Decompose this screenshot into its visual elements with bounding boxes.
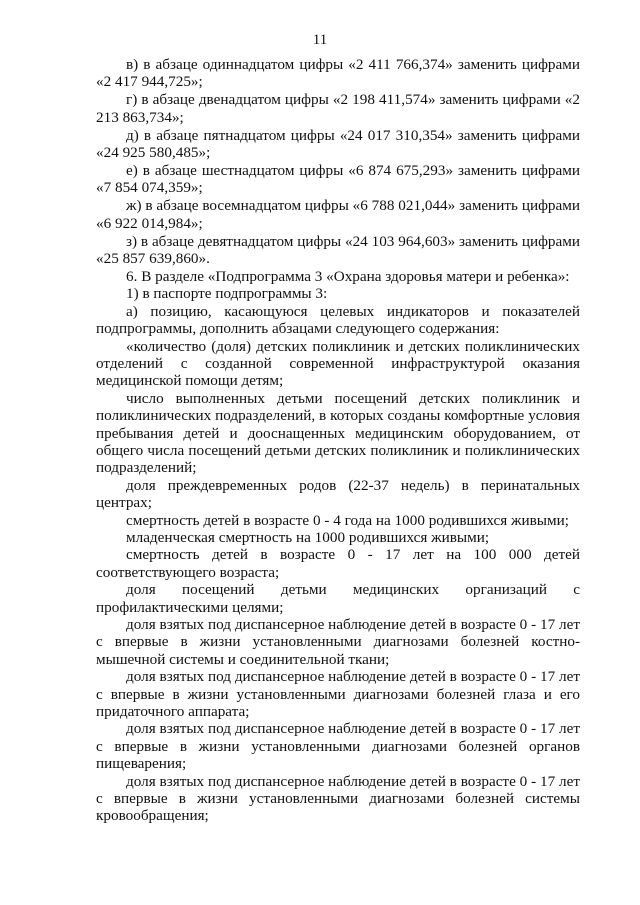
indicator-mortality-0-4: смертность детей в возрасте 0 - 4 года на 1000 родившихся живыми; (126, 511, 569, 529)
item-a-indicators: а) позицию, касающуюся целевых индикаторов и показателей подпрограммы, дополнить абзацами следующего содержания: (96, 302, 580, 338)
page-number: 11 (312, 32, 328, 48)
paragraph-zh: ж) в абзаце восемнадцатом цифры «6 788 021,044» заменить цифрами «6 922 014,984»; (96, 197, 580, 232)
indicator-clinics-share: «количество (доля) детских поликлиник и детских поликлинических отделений с созданной современной инфраструктурой оказания медицинской помощи детям; (96, 337, 580, 390)
paragraph-e: е) в абзаце шестнадцатом цифры «6 874 675,293» заменить цифрами «7 854 074,359»; (96, 161, 580, 197)
indicator-mortality-0-17: смертность детей в возрасте 0 - 17 лет на 100 000 детей соответствующего возраста; (96, 546, 580, 581)
indicator-visits-count: число выполненных детьми посещений детских поликлиник и поликлинических подразделений, в которых созданы комфортные условия пребывания детей и дооснащенных медицинским оборудованием, от общего числа посещений детьми детских поликлиник и поликлинических подразделений; (96, 389, 580, 477)
paragraph-d: д) в абзаце пятнадцатом цифры «24 017 310,354» заменить цифрами «24 925 580,485»; (96, 126, 580, 162)
indicator-infant-mortality: младенческая смертность на 1000 родившихся живыми; (126, 528, 490, 546)
paragraph-z: з) в абзаце девятнадцатом цифры «24 103 964,603» заменить цифрами «25 857 639,860». (96, 232, 580, 267)
document-body (96, 56, 580, 825)
section-6-heading: 6. В разделе «Подпрограмма 3 «Охрана здоровья матери и ребенка»: (126, 267, 570, 285)
indicator-musculoskeletal: доля взятых под диспансерное наблюдение детей в возрасте 0 - 17 лет с впервые в жизни установленными диагнозами болезней костно-мышечной системы и соединительной ткани; (96, 616, 580, 668)
paragraph-g: г) в абзаце двенадцатом цифры «2 198 411,574» заменить цифрами «2 213 863,734»; (96, 91, 580, 126)
paragraph-v: в) в абзаце одиннадцатом цифры «2 411 766,374» заменить цифрами «2 417 944,725»; (96, 56, 580, 91)
indicator-circulatory: доля взятых под диспансерное наблюдение детей в возрасте 0 - 17 лет с впервые в жизни установленными диагнозами болезней системы кровообращения; (96, 772, 580, 825)
indicator-eye-diseases: доля взятых под диспансерное наблюдение детей в возрасте 0 - 17 лет с впервые в жизни установленными диагнозами болезней глаза и его придаточного аппарата; (96, 668, 580, 721)
indicator-digestive: доля взятых под диспансерное наблюдение детей в возрасте 0 - 17 лет с впервые в жизни установленными диагнозами болезней органов пищеварения; (96, 720, 580, 773)
indicator-preventive-visits: доля посещений детьми медицинских организаций с профилактическими целями; (96, 581, 580, 616)
item-1-passport: 1) в паспорте подпрограммы 3: (126, 285, 328, 303)
indicator-preterm-births: доля преждевременных родов (22-37 недель) в перинатальных центрах; (96, 476, 580, 512)
